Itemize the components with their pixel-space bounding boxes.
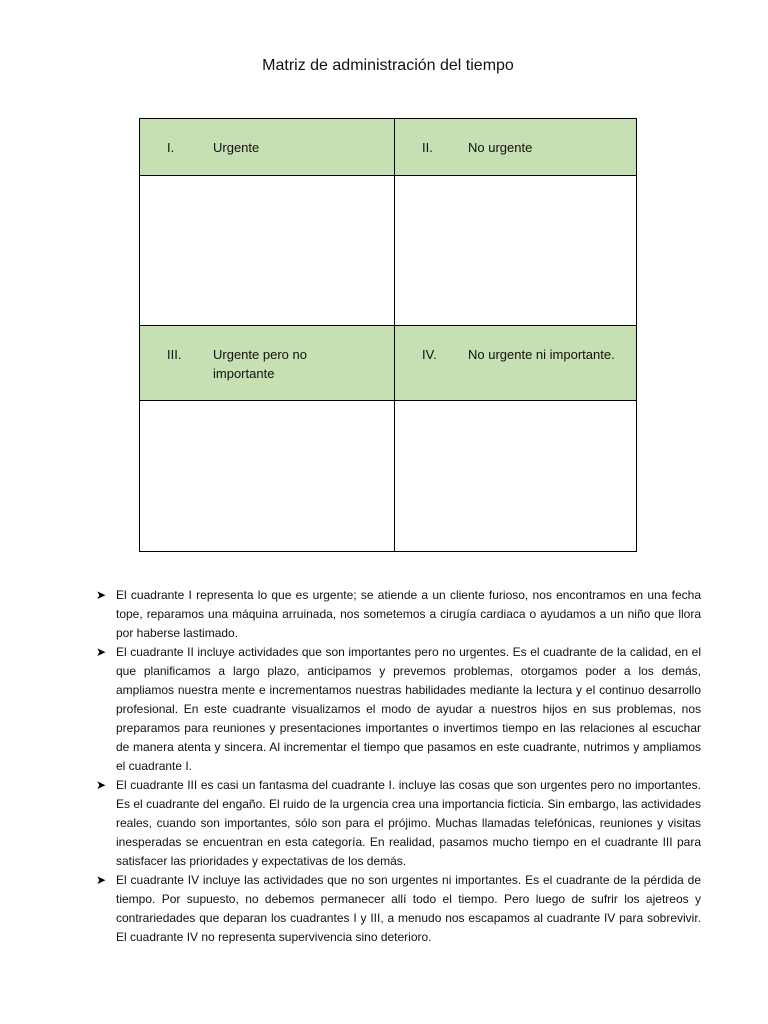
quadrant-3-header — [140, 326, 395, 401]
arrowhead-right-icon: ➤ — [96, 873, 107, 887]
time-management-matrix — [139, 118, 637, 552]
quadrant-1-label: Urgente — [213, 140, 260, 155]
page-title: Matriz de administración del tiempo — [262, 57, 514, 74]
quadrant-descriptions — [96, 586, 701, 947]
list-item — [96, 586, 701, 643]
list-item-text: El cuadrante III es casi un fantasma del cuadrante I. incluye las cosas que son urgentes pero no importantes. Es el cuadrante del engaño. El ruido de la urgencia crea una importancia ficticia. Sin embargo, las actividades reales, cuando son importantes, sólo son para el prójimo. Muchas llamadas telefónicas, reuniones y visitas inesperadas se encuentran en esta categoría. En realidad, pasamos mucho tiempo en el cuadrante III para satisfacer las prioridades y expectativas de los demás. — [116, 778, 701, 868]
arrowhead-right-icon: ➤ — [96, 588, 107, 602]
quadrant-2-label: No urgente — [468, 140, 533, 155]
quadrant-2-body — [395, 176, 637, 326]
list-item-text: El cuadrante II incluye actividades que son importantes pero no urgentes. Es el cuadrante de la calidad, en el que planificamos a largo plazo, anticipamos y prevemos problemas, otorgamos poder a los demás, ampliamos nuestra mente e incrementamos nuestras habilidades mediante la lectura y el continuo desarrollo profesional. En este cuadrante visualizamos el modo de ayudar a nuestros hijos en sus problemas, nos preparamos para reuniones y presentaciones importantes o invertimos tiempo en las relaciones al escuchar de manera atenta y sincera. Al incrementar el tiempo que pasamos en este cuadrante, nutrimos y ampliamos el cuadrante I. — [116, 645, 701, 773]
quadrant-3-label: Urgente pero no importante — [213, 347, 307, 381]
quadrant-1-number: I. — [167, 140, 175, 155]
quadrant-1-header — [140, 119, 395, 176]
quadrant-4-header — [395, 326, 637, 401]
list-item — [96, 776, 701, 871]
list-item — [96, 871, 701, 947]
list-item — [96, 643, 701, 776]
list-item-text: El cuadrante IV incluye las actividades que no son urgentes ni importantes. Es el cuadrante de la pérdida de tiempo. Por supuesto, no debemos permanecer allí todo el tiempo. Pero luego de sufrir los ajetreos y contrariedades que deparan los cuadrantes I y III, a menudo nos escapamos al cuadrante IV para sobrevivir. El cuadrante IV no representa supervivencia sino deterioro. — [116, 873, 701, 944]
quadrant-2-header — [395, 119, 637, 176]
quadrant-2-number: II. — [422, 140, 433, 155]
quadrant-3-number: III. — [167, 347, 182, 362]
quadrant-4-number: IV. — [422, 347, 437, 362]
quadrant-4-body — [395, 401, 637, 552]
arrowhead-right-icon: ➤ — [96, 778, 107, 792]
quadrant-3-body — [140, 401, 395, 552]
quadrant-4-label: No urgente ni importante. — [468, 347, 615, 362]
arrowhead-right-icon: ➤ — [96, 645, 107, 659]
list-item-text: El cuadrante I representa lo que es urgente; se atiende a un cliente furioso, nos encontramos en una fecha tope, reparamos una máquina arruinada, nos sometemos a cirugía cardiaca o ayudamos a un niño que llora por haberse lastimado. — [116, 588, 701, 640]
quadrant-1-body — [140, 176, 395, 326]
